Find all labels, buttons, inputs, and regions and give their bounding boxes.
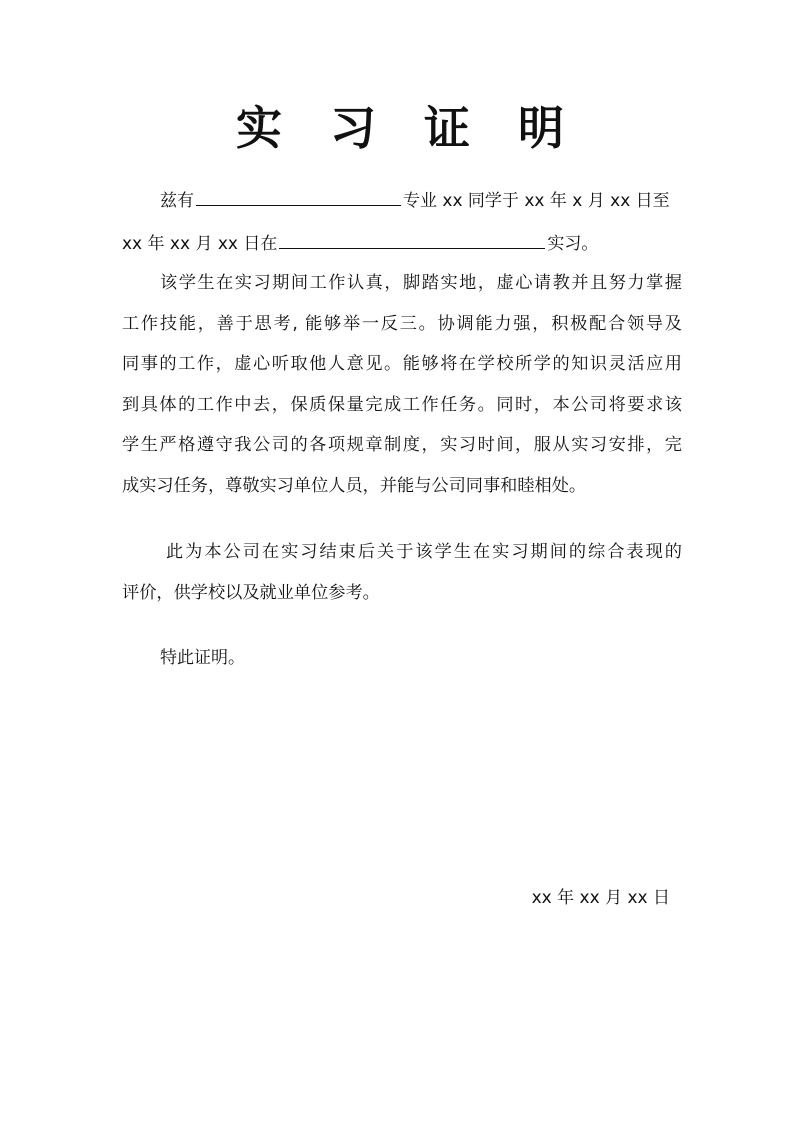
major-blank-line [196,188,401,206]
paragraph-line: 成实习任务，尊敬实习单位人员，并能与公司同事和睦相处。 [122,475,587,496]
paragraph-line: 此为本公司在实习结束后关于该学生在实习期间的综合表现的 [166,542,682,562]
paragraph-evaluation [122,263,682,507]
paragraph-line: 工作技能，善于思考, 能够举一反三。协调能力强，积极配合领导及 [122,313,682,334]
company-blank-line [279,231,545,249]
intro-line-1 [160,188,670,213]
paragraph-line: 评价，供学校以及就业单位参考。 [122,582,380,603]
paragraph-line: 同事的工作，虚心听取他人意见。能够将在学校所学的知识灵活应用 [122,354,682,375]
intro-middle: 专业 xx 同学于 xx 年 x 月 xx 日至 [403,191,670,211]
closing-statement: 特此证明。 [160,648,245,668]
intro-date-prefix: xx 年 xx 月 xx 日在 [122,234,278,254]
paragraph-line: 学生严格遵守我公司的各项规章制度，实习时间，服从实习安排，完 [122,435,682,456]
paragraph-line: 该学生在实习期间工作认真，脚踏实地，虚心请教并且努力掌握 [160,273,682,293]
intro-line-2 [122,231,598,256]
paragraph-line: 到具体的工作中去，保质保量完成工作任务。同时，本公司将要求该 [122,394,682,415]
signature-date: xx 年 xx 月 xx 日 [531,888,670,908]
document-title: 实 习 证 明 [235,101,581,155]
intro-suffix: 实习。 [547,234,599,254]
intro-prefix: 兹有 [160,191,194,211]
paragraph-purpose [122,532,682,613]
